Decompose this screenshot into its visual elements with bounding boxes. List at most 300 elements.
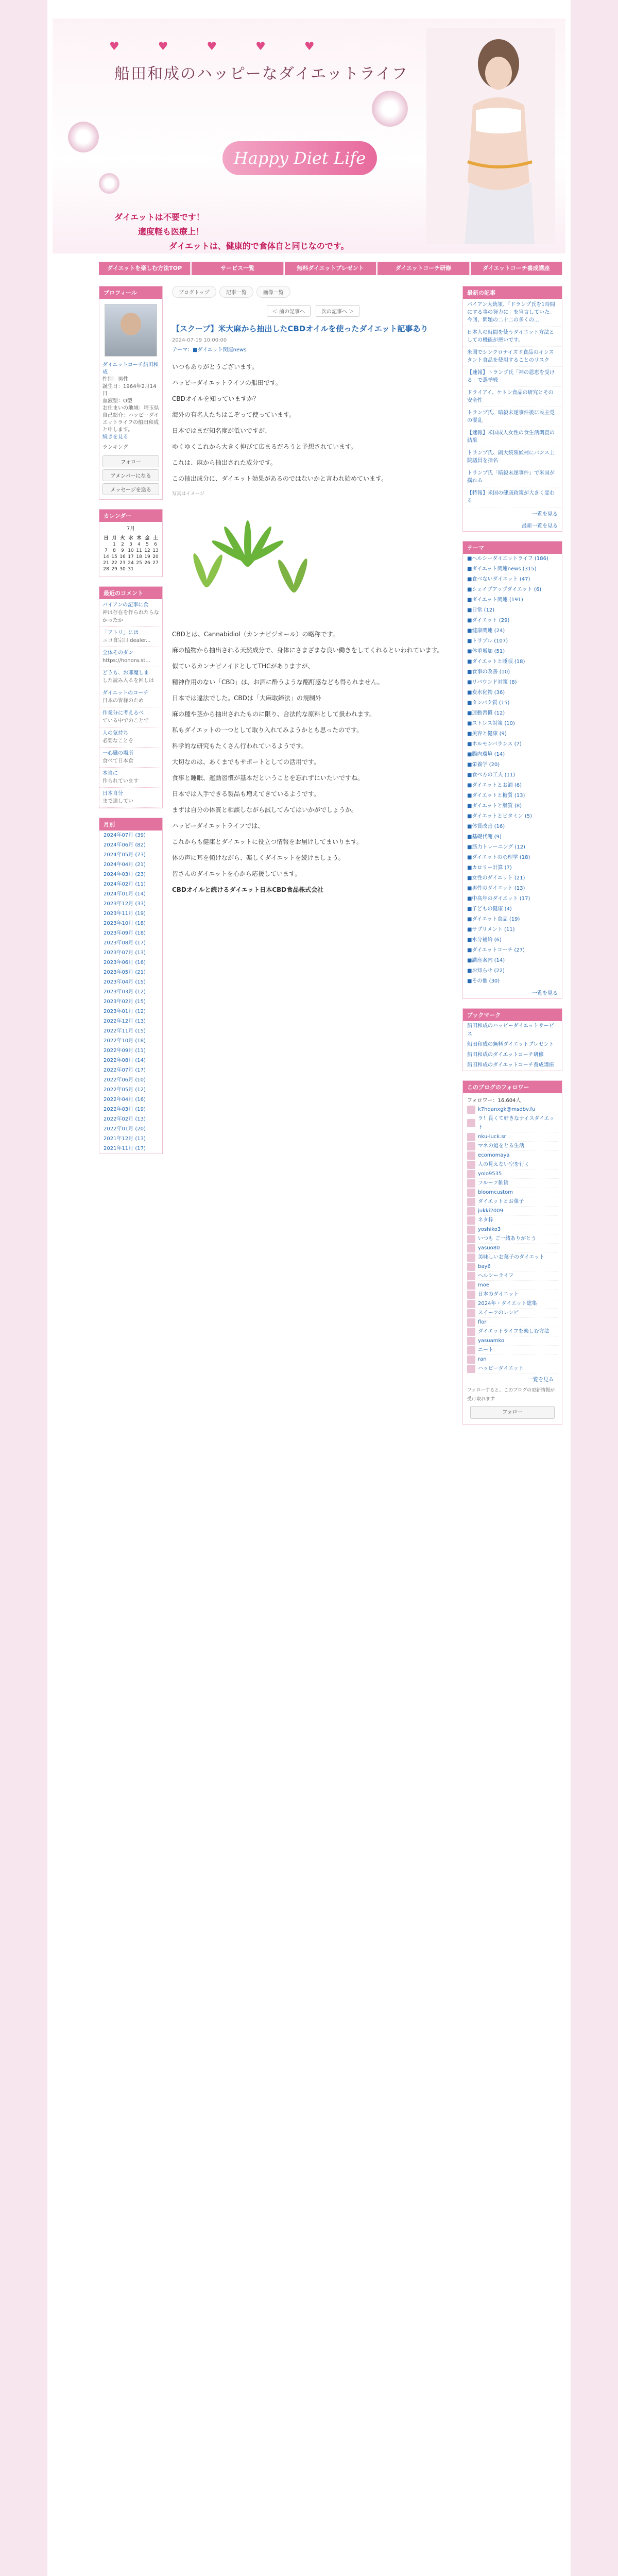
follower-avatar[interactable]: [467, 1337, 475, 1345]
follower-item[interactable]: [467, 1336, 558, 1346]
follower-name[interactable]: ran: [478, 1357, 487, 1362]
follower-item[interactable]: [467, 1188, 558, 1197]
follower-avatar[interactable]: [467, 1235, 475, 1243]
follower-item[interactable]: [467, 1290, 558, 1299]
article: [172, 323, 454, 895]
archive-link[interactable]: 2023年12月 (33): [104, 901, 146, 907]
comment-user[interactable]: 人の気持ち: [102, 731, 128, 736]
tab-article-list[interactable]: 記事一覧: [219, 286, 253, 298]
latest-articles-box: [462, 286, 562, 532]
theme-link[interactable]: ■ダイエットと糖質 (13): [467, 793, 525, 799]
latest-article-link[interactable]: 【速報】米国成人女性の食生活調査の結果: [463, 427, 562, 447]
article-paragraph: 日本ではまだ知名度が低いですが、: [172, 427, 271, 434]
nav-services[interactable]: サービス一覧: [192, 262, 283, 275]
theme-heading: テーマ: [463, 541, 562, 554]
follower-avatar[interactable]: [467, 1198, 475, 1206]
article-paragraph: CBDとは、Cannabidiol（カンナビジオール）の略称です。: [172, 631, 339, 638]
follower-avatar[interactable]: [467, 1170, 475, 1178]
archive-link[interactable]: 2023年11月 (19): [104, 911, 146, 917]
calendar-week: 1 2 3 4 5 6: [113, 542, 157, 547]
follower-item[interactable]: [467, 1272, 558, 1281]
prev-article-button[interactable]: ＜ 前の記事へ: [267, 305, 311, 317]
bookmark-link[interactable]: 船田和成の無料ダイエットプレゼント: [467, 1042, 554, 1047]
follower-item[interactable]: [467, 1142, 558, 1151]
archive-link[interactable]: 2022年09月 (11): [104, 1048, 146, 1054]
comment-item[interactable]: [99, 788, 162, 808]
nav-diet-top[interactable]: ダイエットを楽しむ方法TOP: [99, 262, 191, 275]
follower-item[interactable]: [467, 1309, 558, 1318]
article-paragraph: 体の声に耳を傾けながら、楽しくダイエットを続けましょう。: [172, 854, 345, 861]
follower-item[interactable]: [467, 1355, 558, 1364]
theme-link[interactable]: ■栄養学 (20): [467, 762, 500, 768]
archive-link[interactable]: 2023年09月 (18): [104, 930, 146, 936]
blog-header[interactable]: [53, 19, 565, 253]
follower-avatar[interactable]: [467, 1244, 475, 1252]
follower-item[interactable]: [467, 1160, 558, 1170]
bookmark-heading: ブックマーク: [463, 1009, 562, 1021]
article-paragraph: いつもありがとうございます。: [172, 363, 259, 370]
profile-intro: 自己紹介：ハッピーダイエットライフの船田和成と申します。: [102, 413, 159, 433]
calendar-table: 日 月 火 水 木 金 土 1 2 3 4 5 6 7 8 9 10 11 12 13 14 15 16 17 18 19 20 21 22 23 24 25 26 27 28 29 30 31: [102, 534, 160, 572]
theme-link[interactable]: ■ホルモンバランス (7): [467, 741, 522, 747]
follower-item[interactable]: [467, 1170, 558, 1179]
theme-link[interactable]: ■日常 (12): [467, 607, 495, 613]
archive-box: [99, 818, 163, 1154]
follower-item[interactable]: [467, 1364, 558, 1374]
theme-link[interactable]: ■運動習慣 (12): [467, 710, 505, 716]
archive-link[interactable]: 2022年12月 (13): [104, 1019, 146, 1024]
archive-link[interactable]: 2022年11月 (15): [104, 1028, 146, 1034]
comment-text: 日本の皆様のため: [102, 698, 144, 704]
article-paragraph: 大切なのは、あくまでもサポートとしての活用です。: [172, 758, 320, 766]
article-paragraph: CBDオイルを知っていますか？: [172, 395, 260, 402]
profile-box: [99, 286, 163, 500]
follower-avatar[interactable]: [467, 1253, 475, 1262]
happy-diet-life-banner: Happy Diet Life: [222, 141, 377, 175]
follower-avatar[interactable]: [467, 1179, 475, 1188]
theme-link[interactable]: ■ダイエットとビタミン (5): [467, 814, 532, 819]
follower-name[interactable]: ecomomaya: [478, 1153, 510, 1158]
archive-link[interactable]: 2022年08月 (14): [104, 1058, 146, 1063]
article-pager: [172, 305, 454, 317]
comment-text: した読み入るを回しは: [102, 678, 154, 684]
follower-avatar[interactable]: [467, 1151, 475, 1160]
profile-more-link[interactable]: 続きを見る: [102, 434, 128, 440]
follower-avatar[interactable]: [467, 1355, 475, 1364]
header-tagline: ダイエットは不要です！ 適度軽も医療上！ ダイエットは、健康的で食体自と同じなのです。: [114, 212, 349, 251]
follower-item[interactable]: [467, 1197, 558, 1207]
calendar-heading: カレンダー: [99, 510, 162, 522]
article-paragraph: まずは自分の体質と相談しながら試してみてはいかがでしょうか。: [172, 806, 358, 814]
archive-link[interactable]: 2024年07月 (39): [104, 833, 146, 838]
article-paragraph: これは、麻から抽出された成分です。: [172, 459, 277, 466]
flower-icon: [99, 173, 119, 194]
comment-item[interactable]: [99, 667, 162, 687]
archive-link[interactable]: 2022年10月 (18): [104, 1038, 146, 1044]
latest-article-link[interactable]: 【速報】トランプ氏「神の恩恵を受ける」で選挙戦: [463, 367, 562, 387]
follower-avatar[interactable]: [467, 1346, 475, 1354]
theme-link[interactable]: ■基礎代謝 (9): [467, 834, 502, 840]
comment-item[interactable]: [99, 727, 162, 748]
left-sidebar: [99, 286, 163, 1163]
comment-text: ニコ食宗口 dealer...: [102, 638, 151, 643]
follower-name[interactable]: k7hqanxgk@msdbv.fu: [478, 1107, 536, 1112]
global-nav: [99, 262, 562, 275]
nav-free-present[interactable]: 無料ダイエットプレゼント: [285, 262, 376, 275]
follower-item[interactable]: [467, 1262, 558, 1272]
archive-heading: 月別: [99, 818, 162, 831]
latest-article-link[interactable]: トランプ氏、暗殺未遂事件後に民主党の混乱: [463, 407, 562, 427]
follower-avatar[interactable]: [467, 1328, 475, 1336]
follower-item[interactable]: [467, 1151, 558, 1160]
latest-article-link[interactable]: 日本人の時間を使うダイエット方法としての機能が悪いです。: [463, 327, 562, 347]
calendar-box: [99, 509, 163, 577]
follower-item[interactable]: [467, 1234, 558, 1244]
theme-link[interactable]: ■シェイプアップダイエット (6): [467, 587, 542, 592]
archive-link[interactable]: 2022年06月 (10): [104, 1077, 146, 1083]
archive-link[interactable]: 2022年05月 (12): [104, 1087, 146, 1093]
theme-link[interactable]: ■食事の改善 (10): [467, 669, 510, 675]
archive-link[interactable]: 2021年11月 (17): [104, 1146, 146, 1151]
theme-link[interactable]: ■ヘルシーダイエットライフ (186): [467, 556, 548, 562]
blog-title[interactable]: 船田和成のハッピーなダイエットライフ: [114, 65, 408, 83]
theme-link[interactable]: ■ダイエットの心理学 (18): [467, 855, 530, 860]
follower-name[interactable]: スイーツのレシピ: [478, 1310, 519, 1316]
follow-blog-button[interactable]: フォロー: [470, 1406, 555, 1419]
follower-avatar[interactable]: [467, 1119, 475, 1127]
follower-avatar[interactable]: [467, 1365, 475, 1373]
comments-heading: 最近のコメント: [99, 587, 162, 599]
calendar-week: 7 8 9 10 11 12 13: [105, 548, 159, 553]
theme-link[interactable]: ■中高年のダイエット (17): [467, 896, 530, 902]
theme-link[interactable]: ■ダイエットコーチ (27): [467, 947, 525, 953]
follower-name[interactable]: flor: [478, 1319, 487, 1325]
follower-count: フォロワー：16,604人: [467, 1098, 521, 1104]
article-paragraph: 麻の種や茎から抽出されたものに限り、合法的な原料として扱われます。: [172, 710, 376, 718]
theme-link[interactable]: ■その他 (30): [467, 978, 500, 984]
archive-link[interactable]: 2023年07月 (13): [104, 950, 146, 956]
theme-more-link[interactable]: 一覧を見る: [532, 991, 558, 996]
archive-link[interactable]: 2024年02月 (11): [104, 882, 146, 887]
follower-name[interactable]: 2024年・ダイエット総集: [478, 1301, 537, 1307]
follower-avatar[interactable]: [467, 1207, 475, 1215]
archive-link[interactable]: 2022年03月 (19): [104, 1107, 146, 1112]
theme-link[interactable]: ■ダイエットと脂質 (8): [467, 803, 522, 809]
archive-link[interactable]: 2024年05月 (73): [104, 852, 146, 858]
archive-link[interactable]: 2022年04月 (16): [104, 1097, 146, 1103]
profile-heading: プロフィール: [99, 286, 162, 299]
theme-link[interactable]: ■女性のダイエット (21): [467, 875, 525, 881]
archive-link[interactable]: 2024年06月 (82): [104, 842, 146, 848]
follower-avatar[interactable]: [467, 1263, 475, 1271]
article-paragraph: 皆さんのダイエットを心から応援しています。: [172, 870, 301, 877]
archive-link[interactable]: 2024年01月 (14): [104, 891, 146, 897]
archive-link[interactable]: 2022年01月 (20): [104, 1126, 146, 1132]
theme-link[interactable]: ■お知らせ (22): [467, 968, 505, 974]
article-paragraph: 日本では違法でした。CBDは「大麻取締法」の規制外: [172, 694, 321, 702]
theme-link[interactable]: ■体重増加 (51): [467, 649, 505, 654]
comment-item[interactable]: [99, 748, 162, 768]
follower-item[interactable]: [467, 1253, 558, 1262]
archive-link[interactable]: 2023年06月 (16): [104, 960, 146, 965]
theme-link[interactable]: ■健康関連 (24): [467, 628, 505, 634]
follower-avatar[interactable]: [467, 1291, 475, 1299]
theme-link[interactable]: ■ダイエットとお酒 (6): [467, 783, 522, 788]
comment-user[interactable]: 作業分に考えるべ: [102, 710, 144, 716]
next-article-button[interactable]: 次の記事へ ＞: [316, 305, 359, 317]
follower-item[interactable]: [467, 1346, 558, 1355]
theme-link[interactable]: ■ストレス対策 (10): [467, 721, 515, 726]
nav-coach-course[interactable]: ダイエットコーチ養成講座: [471, 262, 562, 275]
follower-name[interactable]: フルーツ雑貨: [478, 1180, 509, 1186]
follower-item[interactable]: [467, 1216, 558, 1225]
follower-item[interactable]: [467, 1244, 558, 1253]
follower-item[interactable]: [467, 1179, 558, 1188]
bookmark-link[interactable]: 船田和成のハッピーダイエットサービス: [467, 1023, 554, 1037]
archive-link[interactable]: 2022年07月 (17): [104, 1067, 146, 1073]
theme-link[interactable]: ■腸内環境 (14): [467, 752, 505, 757]
article-title[interactable]: 【スクープ】米大麻から抽出したCBDオイルを使ったダイエット記事あり: [172, 324, 428, 333]
archive-link[interactable]: 2023年10月 (18): [104, 921, 146, 926]
tab-image-list[interactable]: 画像一覧: [256, 286, 290, 298]
archive-link[interactable]: 2024年03月 (23): [104, 872, 146, 877]
comment-text: ている中でのことで: [102, 718, 149, 724]
theme-link[interactable]: ■食べ方の工夫 (11): [467, 772, 516, 778]
article-paragraph: これからも健康とダイエットに役立つ情報をお届けしてまいります。: [172, 838, 363, 845]
follower-item[interactable]: [467, 1281, 558, 1290]
latest-articles-heading: 最新の記事: [463, 286, 562, 299]
theme-link[interactable]: ■リバウンド対策 (8): [467, 680, 517, 685]
article-paragraph: 食事と睡眠、運動習慣が基本だということを忘れずにいたいですね。: [172, 774, 364, 782]
follower-name[interactable]: moe: [478, 1282, 490, 1288]
follower-name[interactable]: nku-luck.sr: [478, 1134, 506, 1140]
follower-name[interactable]: ネタ枠: [478, 1217, 493, 1223]
comment-text: https://honora.st...: [102, 658, 150, 664]
profile-location: お住まいの地域：埼玉県: [102, 405, 159, 411]
follower-avatar[interactable]: [467, 1272, 475, 1280]
follower-item[interactable]: [467, 1225, 558, 1234]
article-highlight: CBDオイルと続けるダイエット日本CBD食品株式会社: [172, 885, 454, 895]
comment-user[interactable]: 「アトリ」には: [102, 630, 139, 636]
archive-link[interactable]: 2021年12月 (13): [104, 1136, 146, 1142]
follower-name[interactable]: 日本のダイエット: [478, 1292, 519, 1297]
comment-user[interactable]: 一心臓の場所: [102, 751, 133, 756]
comment-text: まで達してい: [102, 799, 133, 804]
follower-item[interactable]: [467, 1318, 558, 1327]
calendar-week: 14 15 16 17 18 19 20: [103, 554, 159, 560]
comment-user[interactable]: 本当に: [102, 771, 118, 776]
article-theme-link[interactable]: テーマ：■ダイエット関連news: [172, 347, 247, 353]
follower-item[interactable]: [467, 1299, 558, 1309]
theme-link[interactable]: ■水分補給 (6): [467, 937, 502, 943]
profile-avatar[interactable]: [105, 304, 157, 357]
theme-link[interactable]: ■食べないダイエット (47): [467, 577, 530, 582]
theme-link[interactable]: ■ダイエット関連news (315): [467, 566, 537, 572]
follower-name[interactable]: いつも ご一緒ありがとう: [478, 1236, 537, 1242]
comment-user[interactable]: 全体そのダン: [102, 650, 134, 656]
follower-item[interactable]: [467, 1207, 558, 1216]
latest-article-link[interactable]: トランプ氏「暗殺未遂事件」で米国が揺れる: [463, 467, 562, 487]
tab-blog-top[interactable]: ブログトップ: [172, 286, 216, 298]
blog-tabs: [172, 286, 454, 298]
latest-article-link[interactable]: バイアン大統領、「ドランプ氏を1時間にする事の努力に」を宣言していた。今回、問題の二十二の多くの...: [463, 299, 562, 327]
article-paragraph: 似ているカンナビノイドとしてTHCがありますが、: [172, 663, 314, 670]
follow-note: フォローすると、このブログの更新情報が受け取れます: [467, 1388, 555, 1402]
latest-article-link[interactable]: ドライアイ、ケトン食品の研究とその安全性: [463, 387, 562, 407]
latest-more-link-2[interactable]: 最新一覧を見る: [522, 523, 558, 529]
archive-link[interactable]: 2022年02月 (13): [104, 1116, 146, 1122]
ranking-label: ランキング: [102, 445, 128, 450]
theme-link[interactable]: ■サプリメント (11): [467, 927, 515, 933]
theme-link[interactable]: ■ダイエットと睡眠 (18): [467, 659, 525, 665]
follower-name[interactable]: ダイエットとお菓子: [478, 1199, 524, 1205]
follower-avatar[interactable]: [467, 1161, 475, 1169]
article-paragraph: 私もダイエットの一つとして取り入れてみようかとも思ったのです。: [172, 726, 363, 734]
article-paragraph: 海外の有名人たちはこぞって使っています。: [172, 411, 296, 418]
latest-article-link[interactable]: トランプ氏、副大統領候補にバンス上院議員を指名: [463, 447, 562, 467]
comment-item[interactable]: [99, 599, 162, 627]
comment-user[interactable]: 日本自分: [102, 791, 123, 796]
comment-text: 必要なことを: [102, 738, 133, 744]
calendar-week: 28 29 30 31: [103, 567, 134, 572]
article-paragraph: ハッピーダイエットライフでは、: [172, 822, 264, 829]
article-paragraph: 麻の植物から抽出される天然成分で、身体にさまざまな良い働きをしてくれるといわれています。: [172, 647, 443, 654]
follower-avatar[interactable]: [467, 1189, 475, 1197]
comment-item[interactable]: [99, 707, 162, 727]
follow-button[interactable]: フォロー: [102, 455, 159, 467]
follower-name[interactable]: yasuamko: [478, 1338, 505, 1344]
image-caption: 写真はイメージ: [172, 492, 204, 497]
follower-item[interactable]: [467, 1327, 558, 1336]
follower-name[interactable]: ニート: [478, 1347, 493, 1353]
follower-avatar[interactable]: [467, 1142, 475, 1150]
theme-link[interactable]: ■ダイエット関連 (191): [467, 597, 523, 603]
theme-link[interactable]: ■ダイエット (29): [467, 618, 510, 623]
profile-birthday: 誕生日：1964年2月14日: [102, 384, 157, 397]
heart-decoration-icon: ♥ ♥ ♥ ♥ ♥: [109, 40, 332, 53]
comment-item[interactable]: [99, 647, 162, 667]
article-paragraph: ゆくゆくこれから大きく伸びて広まるだろうと予想されています。: [172, 443, 357, 450]
calendar-month: 7月: [126, 526, 135, 532]
bookmark-box: [462, 1008, 562, 1071]
comment-user[interactable]: バイアンの記事に食: [102, 602, 149, 608]
follower-name[interactable]: yoshiko3: [478, 1227, 501, 1232]
theme-link[interactable]: ■子どもの健康 (4): [467, 906, 512, 912]
latest-article-link[interactable]: 米国でシンクロナイズド食品のインスタント食品を使用することのリスク: [463, 347, 562, 367]
follower-name[interactable]: yasuo80: [478, 1245, 500, 1251]
theme-link[interactable]: ■炭水化物 (36): [467, 690, 505, 696]
profile-name-link[interactable]: ダイエットコーチ船田和成: [102, 362, 159, 375]
comment-text: 神は存在を作られたらなかったか: [102, 610, 159, 623]
profile-gender: 性別：男性: [102, 377, 128, 382]
article-date: 2024-07-19 10:00:00: [172, 337, 227, 343]
follower-avatar[interactable]: [467, 1300, 475, 1308]
follower-name[interactable]: ラ！長くて好きなナイスダイエット: [478, 1116, 555, 1130]
follower-avatar[interactable]: [467, 1309, 475, 1317]
followers-more-link[interactable]: 一覧を見る: [528, 1377, 554, 1383]
nav-coach-training[interactable]: ダイエットコーチ研修: [377, 262, 469, 275]
article-paragraph: 科学的な研究もたくさん行われているようです。: [172, 742, 308, 750]
comment-item[interactable]: [99, 768, 162, 788]
theme-link[interactable]: ■男性のダイエット (13): [467, 886, 525, 891]
bookmark-link[interactable]: 船田和成のダイエットコーチ研修: [467, 1052, 544, 1058]
comment-text: 食べて日本食: [102, 758, 133, 764]
archive-link[interactable]: 2024年04月 (21): [104, 862, 146, 868]
follower-avatar[interactable]: [467, 1106, 475, 1114]
main-content: [172, 286, 454, 901]
theme-link[interactable]: ■美容と健康 (9): [467, 731, 507, 737]
recent-comments-box: [99, 586, 163, 808]
theme-link[interactable]: ■体質改善 (16): [467, 824, 505, 829]
follower-name[interactable]: yolo9535: [478, 1171, 502, 1177]
follower-name[interactable]: ハッピーダイエット: [478, 1366, 524, 1371]
follower-avatar[interactable]: [467, 1318, 475, 1327]
calendar-week: 21 22 23 24 25 26 27: [103, 561, 159, 566]
woman-measuring-waist-image: [426, 28, 555, 244]
theme-link[interactable]: ■講座案内 (14): [467, 958, 505, 963]
follower-avatar[interactable]: [467, 1226, 475, 1234]
article-paragraph: 精神作用のない「CBD」は、お酒に酔うような酩酊感なども得られません。: [172, 679, 384, 686]
latest-article-link[interactable]: 【特報】米国の健康政策が大きく変わる: [463, 487, 562, 507]
comment-text: 作られています: [102, 778, 139, 784]
cannabis-leaf-image: [172, 505, 327, 618]
follower-avatar[interactable]: [467, 1281, 475, 1290]
amember-button[interactable]: アメンバーになる: [102, 469, 159, 481]
comment-user[interactable]: どうも、お邪魔しま: [102, 670, 149, 676]
follower-name[interactable]: 美味しいお菓子のダイエット: [478, 1255, 545, 1260]
comment-user[interactable]: ダイエットのコーチ: [102, 690, 149, 696]
follower-item[interactable]: [467, 1105, 558, 1114]
send-message-button[interactable]: メッセージを送る: [102, 483, 159, 495]
follower-item[interactable]: [467, 1132, 558, 1142]
archive-link[interactable]: 2023年04月 (15): [104, 979, 146, 985]
article-paragraph: この抽出成分に、ダイエット効果があるのではないかと言われ始めています。: [172, 475, 388, 482]
theme-link[interactable]: ■トラブル (107): [467, 638, 508, 644]
profile-blood-type: 血液型：O型: [102, 398, 132, 404]
archive-link[interactable]: 2023年05月 (21): [104, 970, 146, 975]
right-sidebar: [462, 286, 562, 1434]
follower-name[interactable]: bay6: [478, 1264, 491, 1269]
article-paragraph: 日本では入手できる製品も増えてきているようです。: [172, 790, 320, 798]
follower-name[interactable]: マネの道をとる生活: [478, 1143, 524, 1149]
article-paragraph: ハッピーダイエットライフの船田です。: [172, 379, 282, 386]
archive-link[interactable]: 2023年02月 (15): [104, 999, 146, 1005]
followers-heading: このブログのフォロワー: [463, 1081, 562, 1093]
follower-avatar[interactable]: [467, 1133, 475, 1141]
follower-name[interactable]: jukki2009: [478, 1208, 503, 1214]
latest-more-link[interactable]: 一覧を見る: [532, 512, 558, 517]
follower-name[interactable]: ダイエットライフを楽しむ方法: [478, 1329, 550, 1334]
follower-name[interactable]: ヘルシーライフ: [478, 1273, 514, 1279]
follower-item[interactable]: [467, 1114, 558, 1132]
follower-avatar[interactable]: [467, 1216, 475, 1225]
comment-item[interactable]: [99, 627, 162, 647]
archive-link[interactable]: 2023年08月 (17): [104, 940, 146, 946]
theme-link[interactable]: ■タンパク質 (15): [467, 700, 510, 706]
theme-link[interactable]: ■カロリー計算 (7): [467, 865, 512, 871]
flower-icon: [68, 122, 99, 152]
flower-icon: [372, 91, 408, 127]
followers-box: [462, 1080, 562, 1425]
bookmark-link[interactable]: 船田和成のダイエットコーチ養成講座: [467, 1062, 554, 1068]
follower-name[interactable]: bloomcustom: [478, 1190, 513, 1195]
archive-link[interactable]: 2023年03月 (12): [104, 989, 146, 995]
comment-item[interactable]: [99, 687, 162, 707]
follower-name[interactable]: 人の見えない空を行く: [478, 1162, 529, 1167]
theme-link[interactable]: ■筋力トレーニング (12): [467, 844, 525, 850]
archive-link[interactable]: 2023年01月 (12): [104, 1009, 146, 1014]
theme-link[interactable]: ■ダイエット食品 (19): [467, 917, 520, 922]
